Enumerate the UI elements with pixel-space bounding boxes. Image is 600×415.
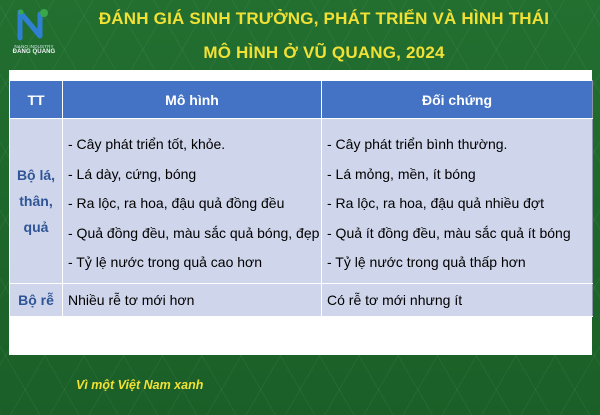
comparison-table xyxy=(9,80,593,317)
logo-text-line1: NANO INDUSTRY xyxy=(14,44,54,49)
model-cell xyxy=(63,119,322,284)
logo xyxy=(8,6,58,64)
list-item: - Ra lộc, ra hoa, đậu quả đồng đều xyxy=(68,195,285,211)
row-label-roots: Bộ rễ xyxy=(10,283,63,316)
header-control: Đối chứng xyxy=(322,81,593,119)
row-label-leaves xyxy=(10,119,63,284)
table-row xyxy=(10,283,593,316)
header-tt: TT xyxy=(10,81,63,119)
table-row xyxy=(10,119,593,284)
list-item: - Lá dày, cứng, bóng xyxy=(68,165,197,182)
table-header-row xyxy=(10,81,593,119)
list-item: - Cây phát triển tốt, khỏe. xyxy=(68,136,226,152)
model-roots-cell: Nhiều rễ tơ mới hơn xyxy=(63,283,322,316)
list-item: - Lá mỏng, mền, ít bóng xyxy=(327,165,476,182)
header-model: Mô hình xyxy=(63,81,322,119)
list-item: - Cây phát triển bình thường. xyxy=(327,136,508,152)
footer-slogan: Vì một Việt Nam xanh xyxy=(76,378,204,392)
control-roots-cell: Có rễ tơ mới nhưng ít xyxy=(322,283,593,316)
nano-logo-icon xyxy=(14,6,52,44)
row-label-text: Bộ lá, thân, quả xyxy=(16,166,56,235)
list-item: - Tỷ lệ nước trong quả cao hơn xyxy=(68,254,263,270)
page-title-line1: ĐÁNH GIÁ SINH TRƯỞNG, PHÁT TRIỂN VÀ HÌNH THÁI xyxy=(98,9,550,28)
control-cell xyxy=(322,119,593,284)
content-panel xyxy=(9,70,592,355)
list-item: - Ra lộc, ra hoa, đậu quả nhiều đợt xyxy=(327,195,544,211)
list-item: - Tỷ lệ nước trong quả thấp hơn xyxy=(327,254,526,270)
list-item: - Quả đồng đều, màu sắc quả bóng, đẹp xyxy=(68,224,320,241)
logo-text-line2: ĐĂNG QUANG xyxy=(12,49,56,55)
list-item: - Quả ít đồng đều, màu sắc quả ít bóng xyxy=(327,224,571,241)
page-title-line2: MÔ HÌNH Ở VŨ QUANG, 2024 xyxy=(203,43,445,62)
